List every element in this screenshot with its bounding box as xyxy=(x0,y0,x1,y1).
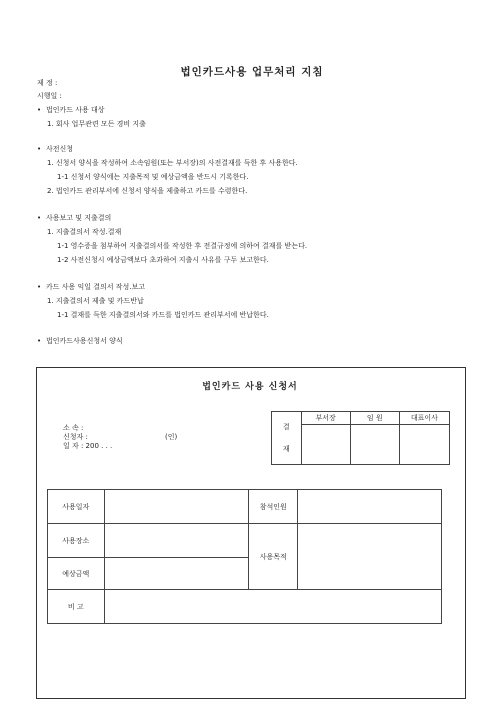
section-bullet: • xyxy=(37,337,42,345)
section-line: 1-2 사전신청시 예상금액보다 초과하여 지출시 사유를 구두 보고한다. xyxy=(57,256,269,264)
section-heading-next-day: 카드 사용 익일 결의서 작성.보고 xyxy=(46,283,146,291)
form-title: 법인카드 사용 신청서 xyxy=(202,382,298,392)
section-line: 1. 회사 업무관련 모든 경비 지출 xyxy=(47,120,146,128)
approval-side xyxy=(272,412,302,465)
approval-header-dept-head: 부서장 xyxy=(301,412,350,425)
attendees-label: 참석인원 xyxy=(249,490,298,524)
section-line: 1-1 신청서 양식에는 지출목적 및 예상금액을 반드시 기록한다. xyxy=(57,173,249,181)
date-label: 일 자 : 200 . . . xyxy=(63,442,113,450)
page-title: 법인카드사용 업무처리 지침 xyxy=(180,66,324,78)
section-line: 1-1 결재를 득한 지출결의서와 카드를 법인카드 관리부서에 반납한다. xyxy=(57,311,269,319)
subject-label: 제 정 : xyxy=(37,79,58,87)
remarks-field[interactable] xyxy=(104,590,441,624)
use-place-field[interactable] xyxy=(104,524,249,558)
section-heading-target: 법인카드 사용 대상 xyxy=(46,106,105,114)
section-bullet: • xyxy=(37,106,42,114)
use-place-label: 사용장소 xyxy=(48,524,105,558)
section-line: 2. 법인카드 관리부서에 신청서 양식을 제출하고 카드를 수령한다. xyxy=(47,187,248,195)
approval-table xyxy=(271,411,450,465)
seal-mark: (인) xyxy=(165,433,178,441)
effective-date-label: 시행일 : xyxy=(37,92,62,100)
approval-sign-dept-head[interactable] xyxy=(301,425,350,465)
approval-header-ceo: 대표이사 xyxy=(399,412,449,425)
section-line: 1-1 영수증을 첨부하여 지출결의서를 작성한 후 전결규정에 의하여 결재를 받는다. xyxy=(57,242,308,250)
section-bullet: • xyxy=(37,214,42,222)
approval-header-executive: 임 원 xyxy=(350,412,399,425)
detail-table xyxy=(47,489,442,624)
remarks-label: 비 고 xyxy=(48,590,105,624)
use-purpose-label: 사용목적 xyxy=(249,524,298,590)
section-bullet: • xyxy=(37,145,42,153)
approval-sign-executive[interactable] xyxy=(350,425,399,465)
section-bullet: • xyxy=(37,283,42,291)
expected-amount-label: 예상금액 xyxy=(48,558,105,590)
attendees-field[interactable] xyxy=(298,490,442,524)
section-line: 1. 지출결의서 작성.결재 xyxy=(47,228,122,236)
use-date-field[interactable] xyxy=(104,490,249,524)
approval-sign-ceo[interactable] xyxy=(399,425,449,465)
section-heading-form: 법인카드사용신청서 양식 xyxy=(46,337,123,345)
approval-side-top: 결 xyxy=(282,423,290,431)
applicant-label: 신청자 : xyxy=(63,433,88,441)
approval-side-bottom: 재 xyxy=(282,445,290,453)
section-line: 1. 신청서 양식을 작성하여 소속임원(또는 부서장)의 사전결재를 득한 후 사용한다. xyxy=(47,159,298,167)
use-purpose-field[interactable] xyxy=(298,524,442,590)
use-date-label: 사용일자 xyxy=(48,490,105,524)
section-heading-pre-request: 사전신청 xyxy=(46,145,74,153)
section-line: 1. 지출결의서 제출 및 카드반납 xyxy=(47,297,144,305)
dept-label: 소 속 : xyxy=(63,424,84,432)
expected-amount-field[interactable] xyxy=(104,558,249,590)
section-heading-report: 사용보고 및 지출결의 xyxy=(46,214,112,222)
